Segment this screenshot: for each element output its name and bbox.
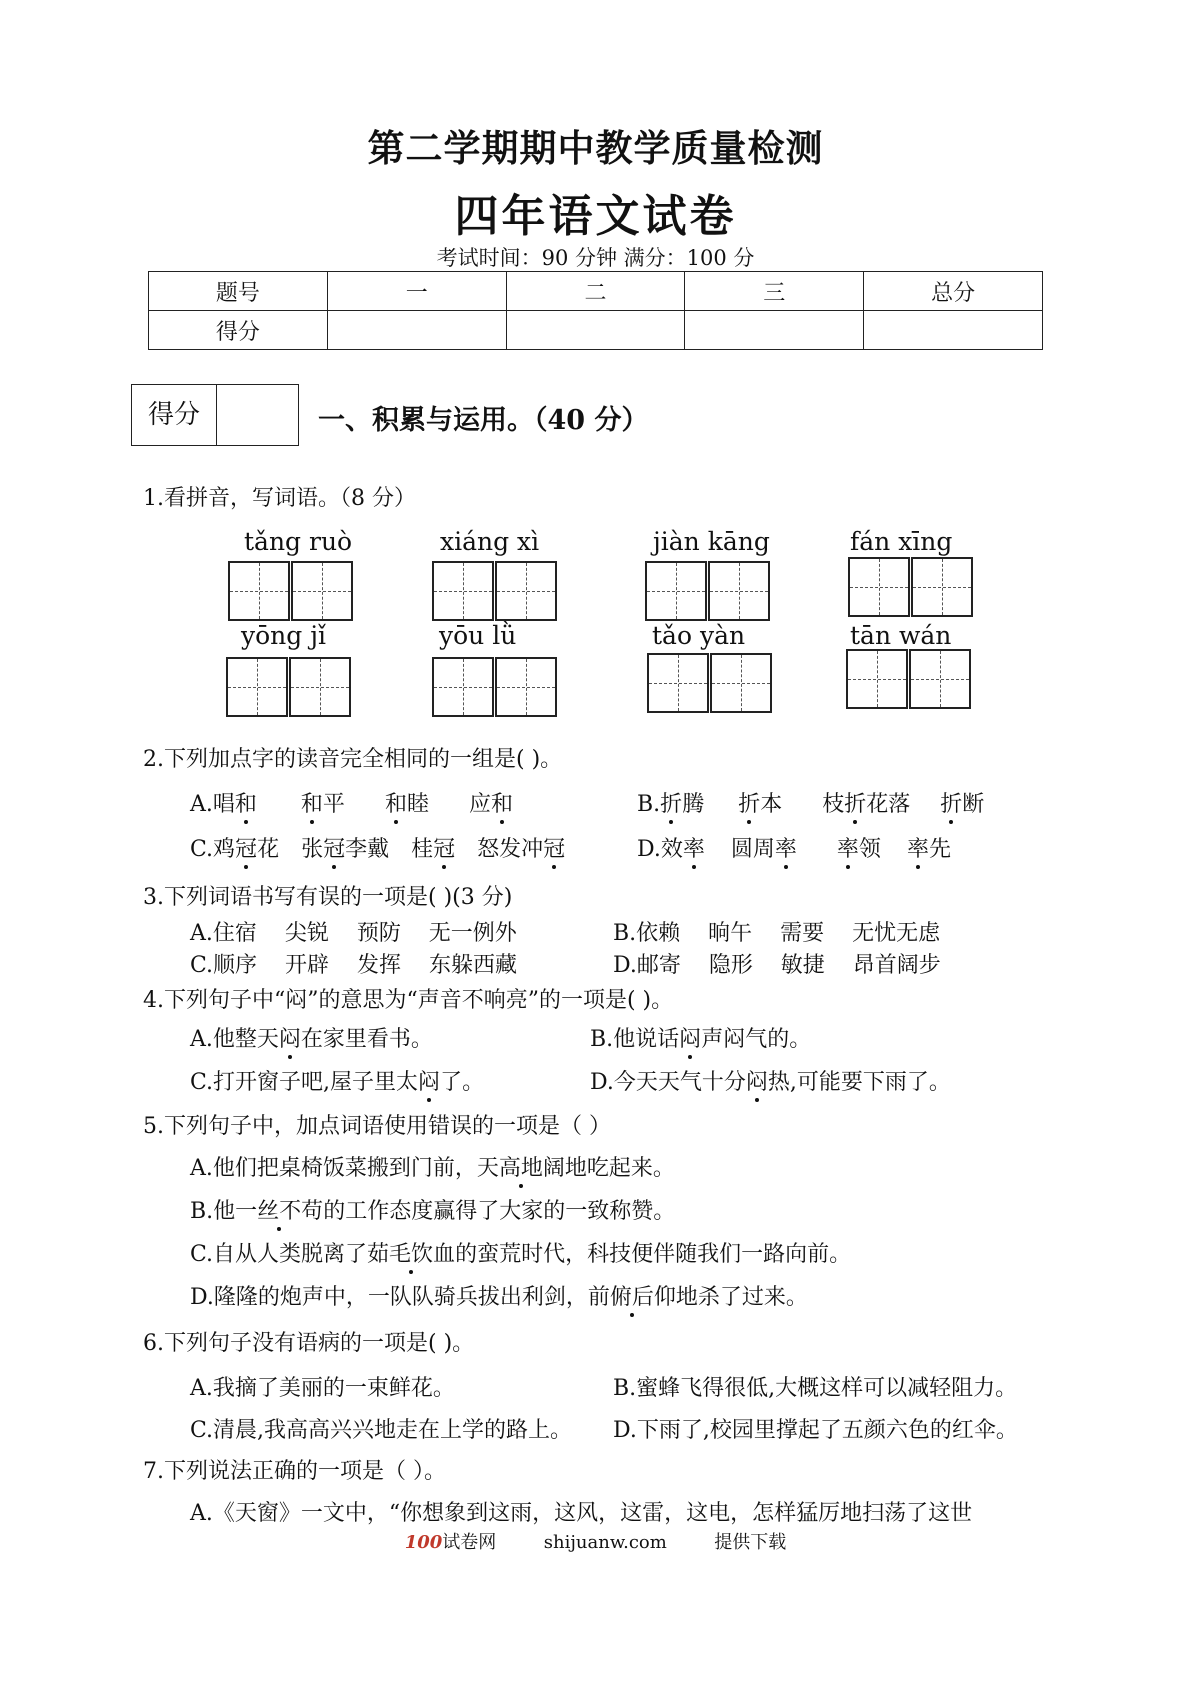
option-text: 在家里看书。 xyxy=(300,1027,433,1052)
question-3-stem: 3.下列词语书写有误的一项是( )(3 分) xyxy=(143,885,513,910)
writing-grid-cell[interactable] xyxy=(432,657,494,717)
score-table-score-row xyxy=(149,311,1043,350)
dotted-char: 冠 xyxy=(543,832,565,863)
question-5-option-b[interactable] xyxy=(190,1194,675,1225)
page-footer xyxy=(0,1528,1191,1554)
option-text: 李戴 xyxy=(345,837,390,862)
dotted-char: 和 xyxy=(385,787,407,818)
question-7-stem: 7.下列说法正确的一项是（ ）。 xyxy=(143,1459,446,1484)
dotted-char: 闷 xyxy=(679,1022,701,1053)
dotted-char: 和 xyxy=(235,787,257,818)
dotted-phrase: 前俯后仰 xyxy=(588,1280,676,1311)
writing-grid-cell[interactable] xyxy=(495,657,557,717)
score-table-col: 二 xyxy=(506,272,685,311)
writing-grid-cell[interactable] xyxy=(708,561,770,621)
question-3-option-b[interactable]: B.依赖 晌午 需要 无忧无虑 xyxy=(613,921,941,946)
option-text: D.隆隆的炮声中，一队队骑兵拔出利剑， xyxy=(190,1285,588,1310)
dotted-char: 冠 xyxy=(235,832,257,863)
writing-grid-cell[interactable] xyxy=(226,657,288,717)
question-5-stem: 5.下列句子中，加点词语使用错误的一项是（ ） xyxy=(143,1114,611,1139)
score-table-row-label: 得分 xyxy=(149,311,328,350)
writing-grid-cell[interactable] xyxy=(647,653,709,713)
option-text: B. xyxy=(637,792,661,817)
question-3-option-d[interactable]: D.邮寄 隐形 敏捷 昂首阔步 xyxy=(613,953,941,978)
dotted-char: 冠 xyxy=(323,832,345,863)
dotted-phrase: 一丝不苟 xyxy=(235,1194,323,1225)
question-3-option-a[interactable]: A.住宿 尖锐 预防 无一例外 xyxy=(190,921,517,946)
pinyin-label: fán xīng xyxy=(850,527,953,556)
writing-grid-cell[interactable] xyxy=(848,557,910,617)
section-title: 一、积累与运用。（40 分） xyxy=(318,405,649,436)
option-text: 平 xyxy=(322,792,345,817)
exam-title: 第二学期期中教学质量检测 xyxy=(367,126,824,170)
option-text: 的蛮荒时代，科技便伴随我们一路向前。 xyxy=(455,1242,852,1267)
writing-grid-cell[interactable] xyxy=(289,657,351,717)
question-2-option-c[interactable] xyxy=(190,832,565,863)
dotted-char: 率 xyxy=(775,832,797,863)
option-text: 领 xyxy=(858,837,881,862)
writing-grid-cell[interactable] xyxy=(710,653,772,713)
question-5-option-d[interactable] xyxy=(190,1280,808,1311)
score-table-col: 三 xyxy=(685,272,864,311)
option-text: 的工作态度赢得了大家的一致称赞。 xyxy=(323,1199,676,1224)
writing-grid-cell[interactable] xyxy=(645,561,707,621)
exam-subtitle: 四年语文试卷 xyxy=(454,191,737,242)
option-text: 了。 xyxy=(440,1070,485,1095)
dotted-char: 率 xyxy=(837,832,859,863)
option-text: 枝 xyxy=(822,792,845,817)
option-text: 花落 xyxy=(866,792,911,817)
dotted-char: 率 xyxy=(907,832,929,863)
option-text: A.他们把桌椅饭菜搬到门前， xyxy=(190,1156,477,1181)
option-text: 圆周 xyxy=(730,837,775,862)
option-text: 花 xyxy=(257,837,280,862)
option-text: 张 xyxy=(301,837,324,862)
dotted-phrase: 天高地阔 xyxy=(477,1151,565,1182)
dotted-char: 折 xyxy=(940,787,962,818)
pinyin-label: yōu lǜ xyxy=(439,621,517,650)
dotted-char: 折 xyxy=(660,787,682,818)
pinyin-label: tān wán xyxy=(850,621,952,650)
question-3-option-c[interactable]: C.顺序 开辟 发挥 东躲西藏 xyxy=(190,953,517,978)
option-text: 桂 xyxy=(411,837,434,862)
option-text: D.今天天气十分 xyxy=(590,1070,746,1095)
score-table xyxy=(148,271,1043,350)
question-7-option-a[interactable]: A.《天窗》一文中，“你想象到这雨，这风，这雷，这电，怎样猛厉地扫荡了这世 xyxy=(190,1501,973,1526)
dotted-char: 闷 xyxy=(746,1065,768,1096)
section-score-label: 得分 xyxy=(132,385,217,445)
option-text: A.唱 xyxy=(190,792,235,817)
section-score-box xyxy=(131,384,299,446)
question-4-option-c[interactable] xyxy=(190,1065,484,1096)
question-6-stem: 6.下列句子没有语病的一项是( )。 xyxy=(143,1331,475,1356)
option-text: 应 xyxy=(468,792,491,817)
option-text: 地杀了过来。 xyxy=(675,1285,808,1310)
option-text: 地吃起来。 xyxy=(564,1156,675,1181)
dotted-char: 闷 xyxy=(279,1022,301,1053)
question-1-stem: 1.看拼音，写词语。（8 分） xyxy=(143,486,416,511)
dotted-char: 冠 xyxy=(433,832,455,863)
pinyin-label: tǎng ruò xyxy=(244,527,353,556)
question-4-option-a[interactable] xyxy=(190,1022,433,1053)
option-text: C.打开窗子吧,屋子里太 xyxy=(190,1070,419,1095)
score-cell[interactable] xyxy=(685,311,864,350)
score-table-row-label: 题号 xyxy=(149,272,328,311)
writing-grid-cell[interactable] xyxy=(291,561,353,621)
dotted-char: 折 xyxy=(738,787,760,818)
option-text: D.效 xyxy=(637,837,683,862)
dotted-phrase: 茹毛饮血 xyxy=(367,1237,455,1268)
option-text: 睦 xyxy=(406,792,429,817)
pinyin-label: xiáng xì xyxy=(440,527,540,556)
score-table-col: 一 xyxy=(327,272,506,311)
option-text: C.自从人类脱离了 xyxy=(190,1242,368,1267)
score-table-col: 总分 xyxy=(864,272,1043,311)
question-2-option-a[interactable] xyxy=(190,787,513,818)
option-text: B.他 xyxy=(190,1199,236,1224)
writing-grid-cell[interactable] xyxy=(909,649,971,709)
option-text: C.鸡 xyxy=(190,837,236,862)
option-text: 声闷气的。 xyxy=(701,1027,812,1052)
option-text: 本 xyxy=(760,792,783,817)
question-4-stem: 4.下列句子中“闷”的意思为“声音不响亮”的一项是( )。 xyxy=(143,988,674,1013)
score-cell[interactable] xyxy=(506,311,685,350)
dotted-char: 闷 xyxy=(418,1065,440,1096)
score-cell[interactable] xyxy=(864,311,1043,350)
question-2-option-b[interactable] xyxy=(637,787,984,818)
option-text: 怒发冲 xyxy=(477,837,544,862)
dotted-char: 和 xyxy=(301,787,323,818)
pinyin-label: tǎo yàn xyxy=(652,621,746,650)
option-text: 先 xyxy=(928,837,951,862)
pinyin-label: jiàn kāng xyxy=(653,527,770,556)
option-text: A.他整天 xyxy=(190,1027,279,1052)
score-cell[interactable] xyxy=(327,311,506,350)
score-table-header-row xyxy=(149,272,1043,311)
question-6-option-d[interactable]: D.下雨了,校园里撑起了五颜六色的红伞。 xyxy=(613,1418,1018,1443)
pinyin-label: yōng jǐ xyxy=(241,621,326,650)
writing-grid-cell[interactable] xyxy=(432,561,494,621)
dotted-char: 和 xyxy=(491,787,513,818)
exam-meta: 考试时间：90 分钟 满分：100 分 xyxy=(436,246,755,270)
site-logo: 100 xyxy=(404,1532,443,1553)
dotted-char: 率 xyxy=(683,832,705,863)
question-4-option-d[interactable] xyxy=(590,1065,951,1096)
writing-grid-cell[interactable] xyxy=(846,649,908,709)
footer-note: 提供下载 xyxy=(714,1532,787,1553)
writing-grid-cell[interactable] xyxy=(228,561,290,621)
question-5-option-a[interactable] xyxy=(190,1151,675,1182)
option-text: 断 xyxy=(962,792,985,817)
question-6-option-b[interactable]: B.蜜蜂飞得很低,大概这样可以减轻阻力。 xyxy=(613,1376,1018,1401)
footer-site-name: 试卷网 xyxy=(442,1532,497,1553)
writing-grid-cell[interactable] xyxy=(495,561,557,621)
writing-grid-cell[interactable] xyxy=(911,557,973,617)
question-5-option-c[interactable] xyxy=(190,1237,851,1268)
dotted-char: 折 xyxy=(844,787,866,818)
option-text: B.他说话 xyxy=(590,1027,680,1052)
question-6-option-a[interactable]: A.我摘了美丽的一束鲜花。 xyxy=(190,1376,455,1401)
question-2-option-d[interactable] xyxy=(637,832,951,863)
question-2-stem: 2.下列加点字的读音完全相同的一组是( )。 xyxy=(143,747,563,772)
footer-url[interactable]: shijuanw.com xyxy=(543,1532,667,1553)
option-text: 热,可能要下雨了。 xyxy=(767,1070,951,1095)
question-4-option-b[interactable] xyxy=(590,1022,811,1053)
option-text: 腾 xyxy=(682,792,705,817)
question-6-option-c[interactable]: C.清晨,我高高兴兴地走在上学的路上。 xyxy=(190,1418,573,1443)
